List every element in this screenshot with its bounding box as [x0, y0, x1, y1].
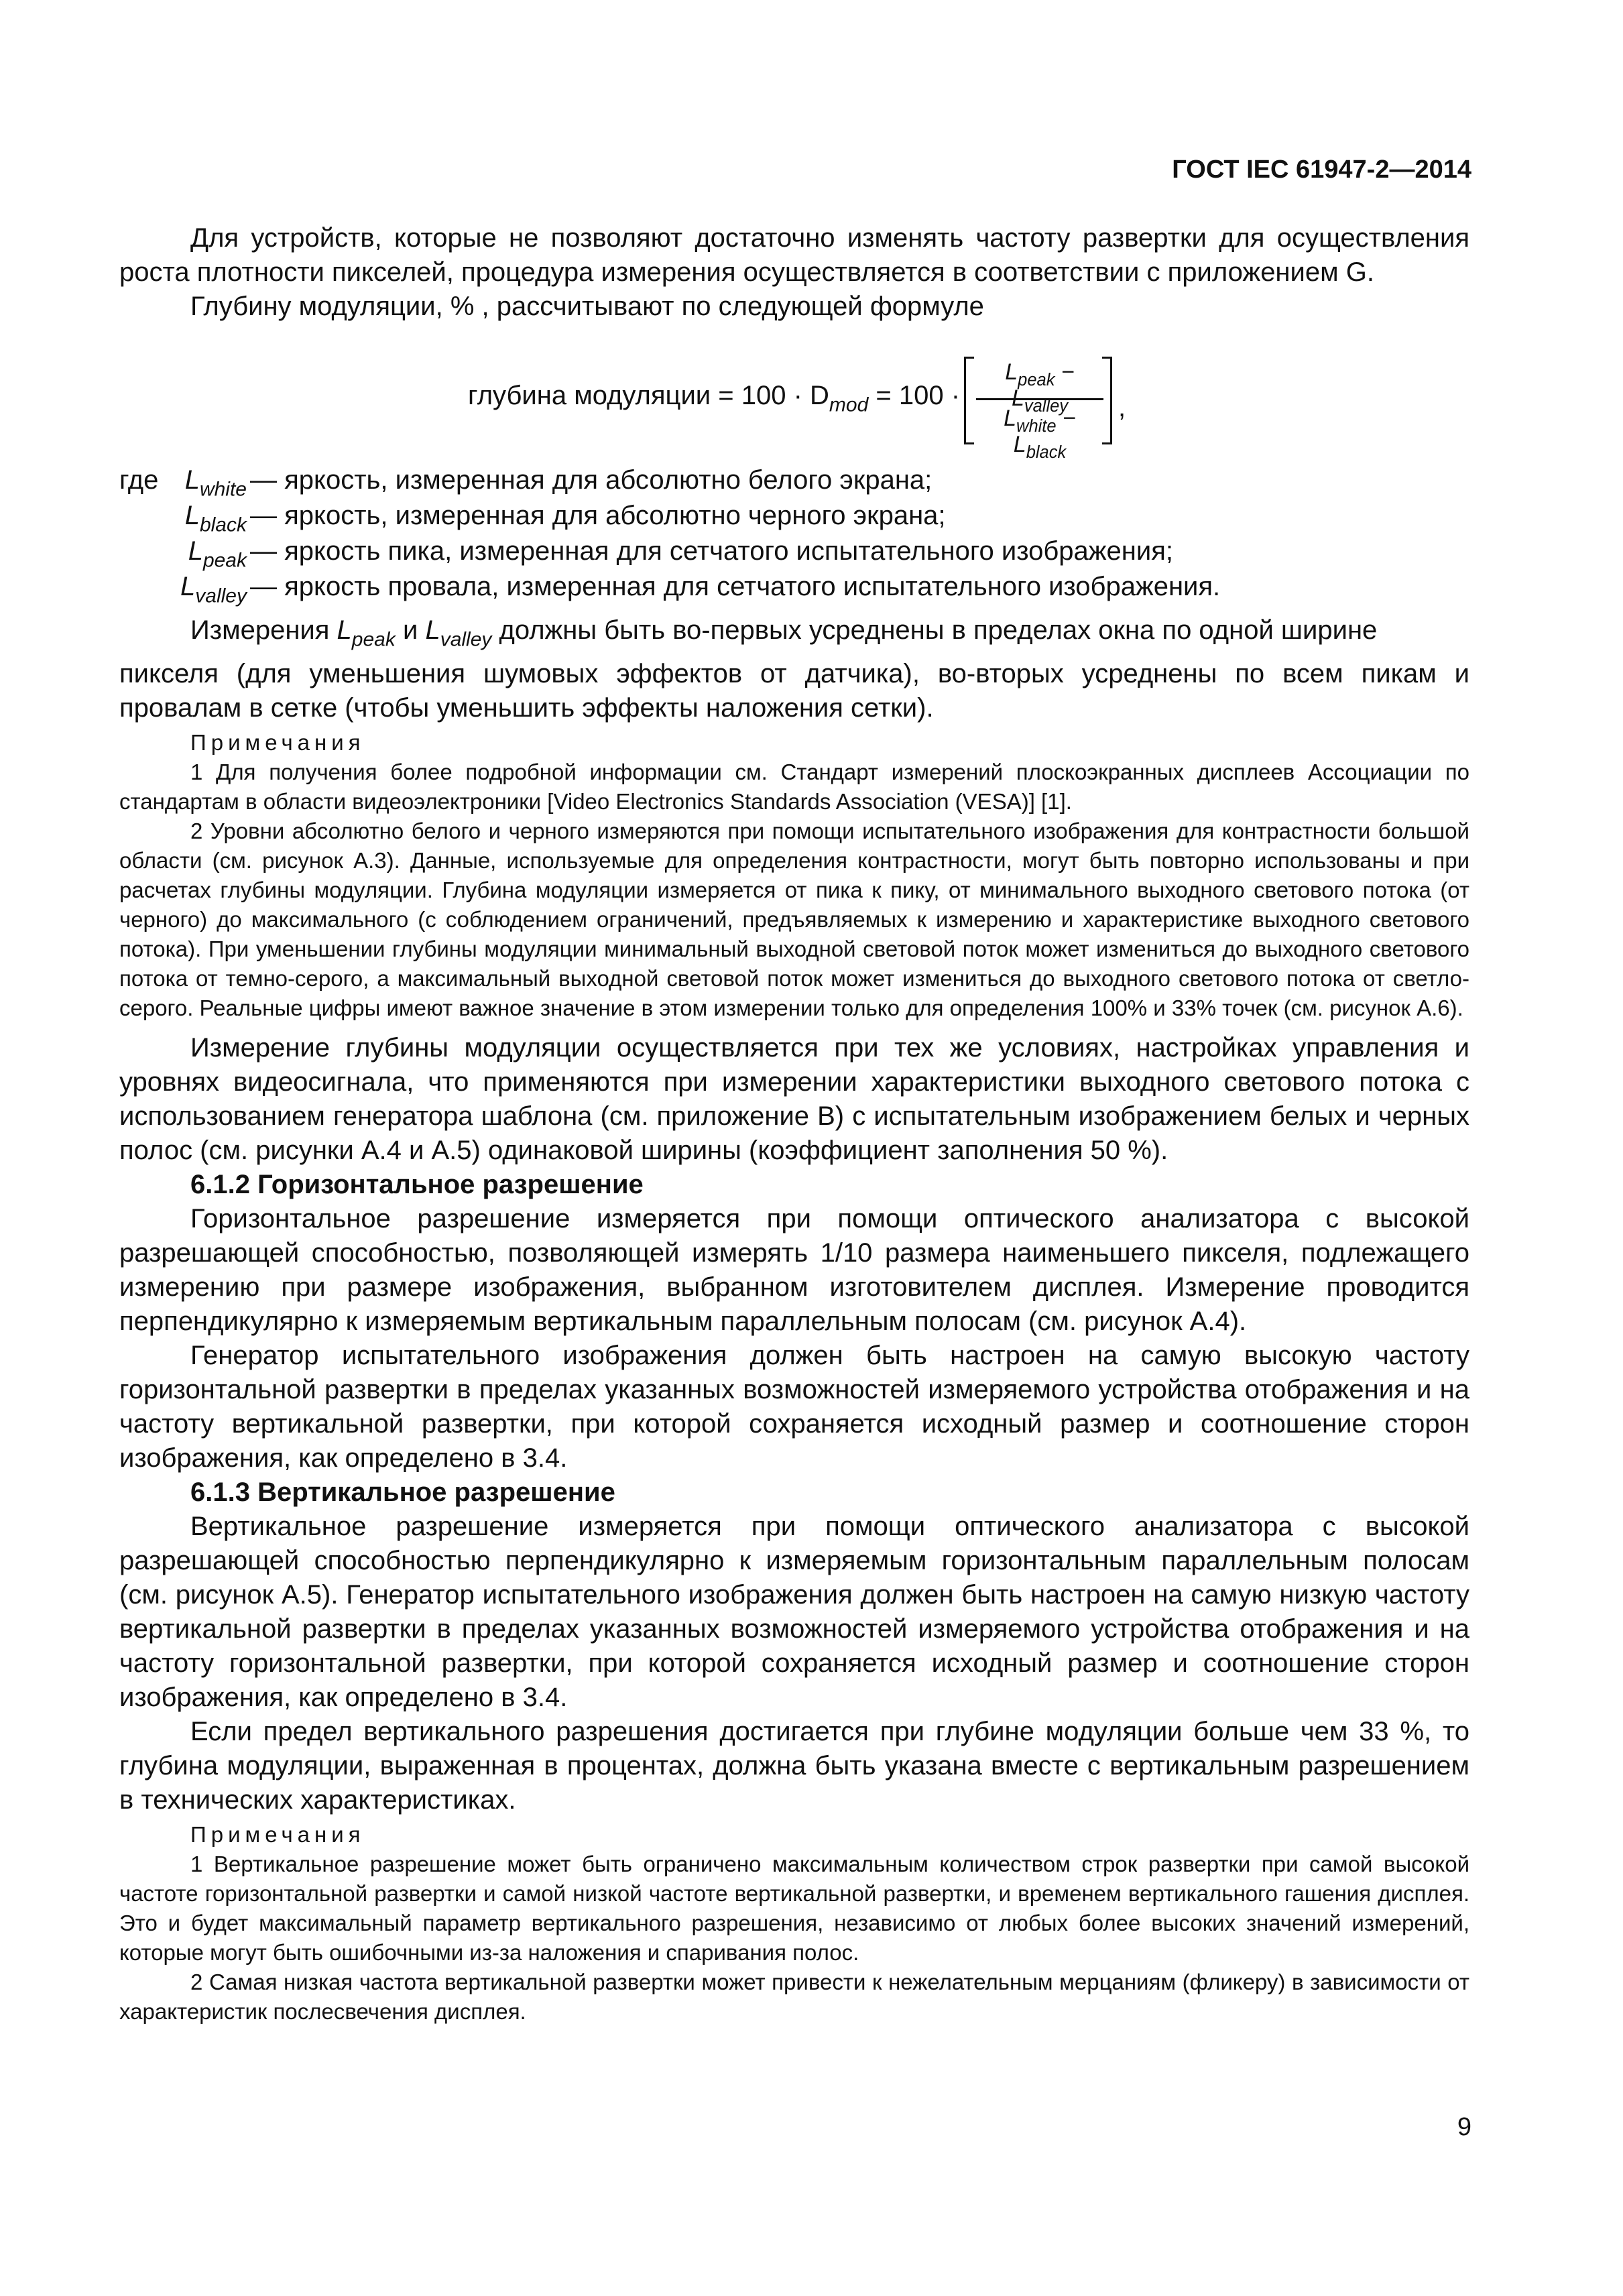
measure-paragraph: Измерения $L_{peak}$ и $L_{valley}$ должны быть во-первых усреднены в пределах окна по одной ширине — [190, 615, 1378, 651]
modulation-depth-formula: глубина модуляции = $100 \cdot D_{mod} = 100$ · $L_{peak} - L_{valley}$ $L_{white} - L_{black}$ , — [468, 349, 1219, 456]
fraction-bar — [976, 398, 1103, 400]
right-bracket — [1102, 357, 1112, 444]
intro-block — [119, 221, 1469, 324]
note-item: 1 Вертикальное разрешение может быть ограничено максимальным количеством строк развертки при самой высокой частоте горизонтальной развертки и самой низкой частоте вертикальной развертки, и временем вертикального гашения дисплея. Это и будет максимальный параметр вертикального разрешения, независимо от любых более высоких значений измерений, которые могут быть ошибочными из-за наложения и спаривания полос. — [119, 1852, 1469, 1965]
note-item: 2 Самая низкая частота вертикальной развертки может привести к нежелательным мерцаниям (фликеру) в зависимости от характеристик послесвечения дисплея. — [119, 1970, 1469, 2024]
paragraph: Горизонтальное разрешение измеряется при помощи оптического анализатора с высокой разрешающей способностью, позволяющей измерять 1/10 размера наименьшего пикселя, подлежащего измерению при размере изображения, выбранном изготовителем дисплея. Измерение проводится перпендикулярно к измеряемым вертикальным параллельным полосам (см. рисунок А.4). — [119, 1204, 1469, 1336]
formula-intro: Глубину модуляции, % , рассчитывают по следующей формуле — [190, 292, 984, 321]
measure-paragraph-cont: пикселя (для уменьшения шумовых эффектов от датчика), во-вторых усреднены по всем пикам и провалам в сетке (чтобы уменьшить эффекты наложения сетки). — [119, 659, 1469, 723]
paragraph: Измерение глубины модуляции осуществляется при тех же условиях, настройках управления и уровнях видеосигнала, что применяются при измерении характеристики выходного светового потока с использованием генератора шаблона (см. приложение В) с испытательным изображением белых и черных полос (см. рисунки А.4 и А.5) одинаковой ширины (коэффициент заполнения 50 %). — [119, 1033, 1469, 1165]
notes-title: Примечания — [190, 1822, 365, 1847]
formula-numerator: $L_{peak} - L_{valley}$ — [1005, 359, 1075, 416]
section-heading-6-1-3: 6.1.3 Вертикальное разрешение — [190, 1477, 615, 1507]
section-heading-6-1-2: 6.1.2 Горизонтальное разрешение — [190, 1170, 644, 1199]
left-bracket — [964, 357, 974, 444]
paragraph: Генератор испытательного изображения должен быть настроен на самую высокую частоту горизонтальной развертки в пределах указанных возможностей измеряемого устройства отображения и на частоту вертикальной развертки, при которой сохраняется исходный размер и соотношение сторон изображения, как определено в 3.4. — [119, 1341, 1469, 1473]
paragraph: Если предел вертикального разрешения достигается при глубине модуляции больше чем 33 %, то глубина модуляции, выраженная в процентах, должна быть указана вместе с вертикальным разрешением в технических характеристиках. — [119, 1717, 1469, 1815]
paragraph: Вертикальное разрешение измеряется при помощи оптического анализатора с высокой разрешающей способностью перпендикулярно к измеряемым горизонтальным параллельным полосам (см. рисунок А.5). Генератор испытательного изображения должен быть настроен на самую низкую частоту вертикальной развертки в пределах указанных возможностей измеряемого устройства отображения и на частоту горизонтальной развертки, при которой сохраняется исходный размер и соотношение сторон изображения, как определено в 3.4. — [119, 1512, 1469, 1712]
page-number: 9 — [1457, 2113, 1471, 2141]
formula-denominator: $L_{white} - L_{black}$ — [1004, 406, 1076, 462]
intro-paragraph: Для устройств, которые не позволяют достаточно изменять частоту развертки для осуществления роста плотности пикселей, процедура измерения осуществляется в соответствии с приложением G. — [119, 223, 1469, 287]
note-item: 2 Уровни абсолютно белого и черного измеряются при помощи испытательного изображения для контрастности большой области (см. рисунок А.3). Данные, используемые для определения контрастности, могут быть повторно использованы и при расчетах глубины модуляции. Глубина модуляции измеряется от пика к пику, от минимального выходного светового потока (от черного) до максимального (с соблюдением ограничений, предъявляемых к измерению и характеристике выходного светового потока). При уменьшении глубины модуляции минимальный выходной световой поток может измениться до выходного светового потока от темно-серого, а максимальный выходной световой поток может измениться до выходного светового потока от светло-серого. Реальные цифры имеют важное значение в этом измерении только для определения 100% и 33% точек (см. рисунок А.6). — [119, 819, 1469, 1020]
note-item: 1 Для получения более подробной информации см. Стандарт измерений плоскоэкранных дисплеев Ассоциации по стандартам в области видеоэлектроники [Video Electronics Standards Association (VESA)] [1]. — [119, 760, 1469, 814]
document-header: ГОСТ IEC 61947-2—2014 — [1172, 156, 1471, 184]
notes-title: Примечания — [190, 730, 365, 755]
main-body — [119, 613, 1469, 2027]
